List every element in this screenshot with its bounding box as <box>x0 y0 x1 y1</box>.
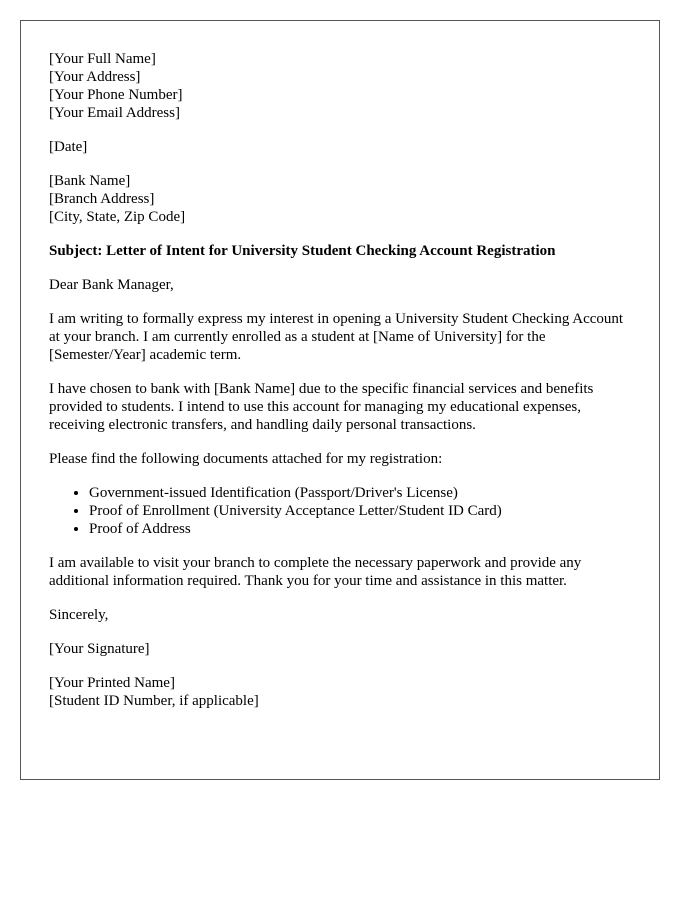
subject-line: Subject: Letter of Intent for University Student Checking Account Registration <box>49 243 556 259</box>
recipient-block <box>49 172 631 226</box>
body-paragraph-documents: Please find the following documents attached for my registration: <box>49 451 443 467</box>
letter-page <box>20 20 660 780</box>
signature-placeholder: [Your Signature] <box>49 641 150 657</box>
sender-email: [Your Email Address] <box>49 105 180 121</box>
recipient-branch-address: [Branch Address] <box>49 191 155 207</box>
printed-name: [Your Printed Name] <box>49 675 175 691</box>
body-paragraph-intro: I am writing to formally express my interest in opening a University Student Checking Account at your branch. I am currently enrolled as a student at [Name of University] for the [Semester/Year] academic term. <box>49 311 624 363</box>
salutation: Dear Bank Manager, <box>49 277 174 293</box>
sender-block <box>49 50 631 122</box>
date-block <box>49 138 631 156</box>
recipient-city-state-zip: [City, State, Zip Code] <box>49 209 186 225</box>
body-paragraph-closing: I am available to visit your branch to complete the necessary paperwork and provide any additional information required. Thank you for your time and assistance in this matter. <box>49 555 582 589</box>
sender-address: [Your Address] <box>49 69 141 85</box>
documents-list <box>49 484 631 538</box>
list-item: • Proof of Enrollment (University Acceptance Letter/Student ID Card) <box>89 502 631 520</box>
sender-name: [Your Full Name] <box>49 51 156 67</box>
recipient-bank-name: [Bank Name] <box>49 173 131 189</box>
printed-name-block <box>49 674 631 710</box>
letter-date: [Date] <box>49 139 88 155</box>
list-item: • Government-issued Identification (Passport/Driver's License) <box>89 484 631 502</box>
closing: Sincerely, <box>49 607 109 623</box>
sender-phone: [Your Phone Number] <box>49 87 183 103</box>
student-id: [Student ID Number, if applicable] <box>49 693 259 709</box>
list-item: • Proof of Address <box>89 520 631 538</box>
body-paragraph-reason: I have chosen to bank with [Bank Name] due to the specific financial services and benefits provided to students. I intend to use this account for managing my educational expenses, receiving electronic transfers, and handling daily personal transactions. <box>49 381 594 433</box>
